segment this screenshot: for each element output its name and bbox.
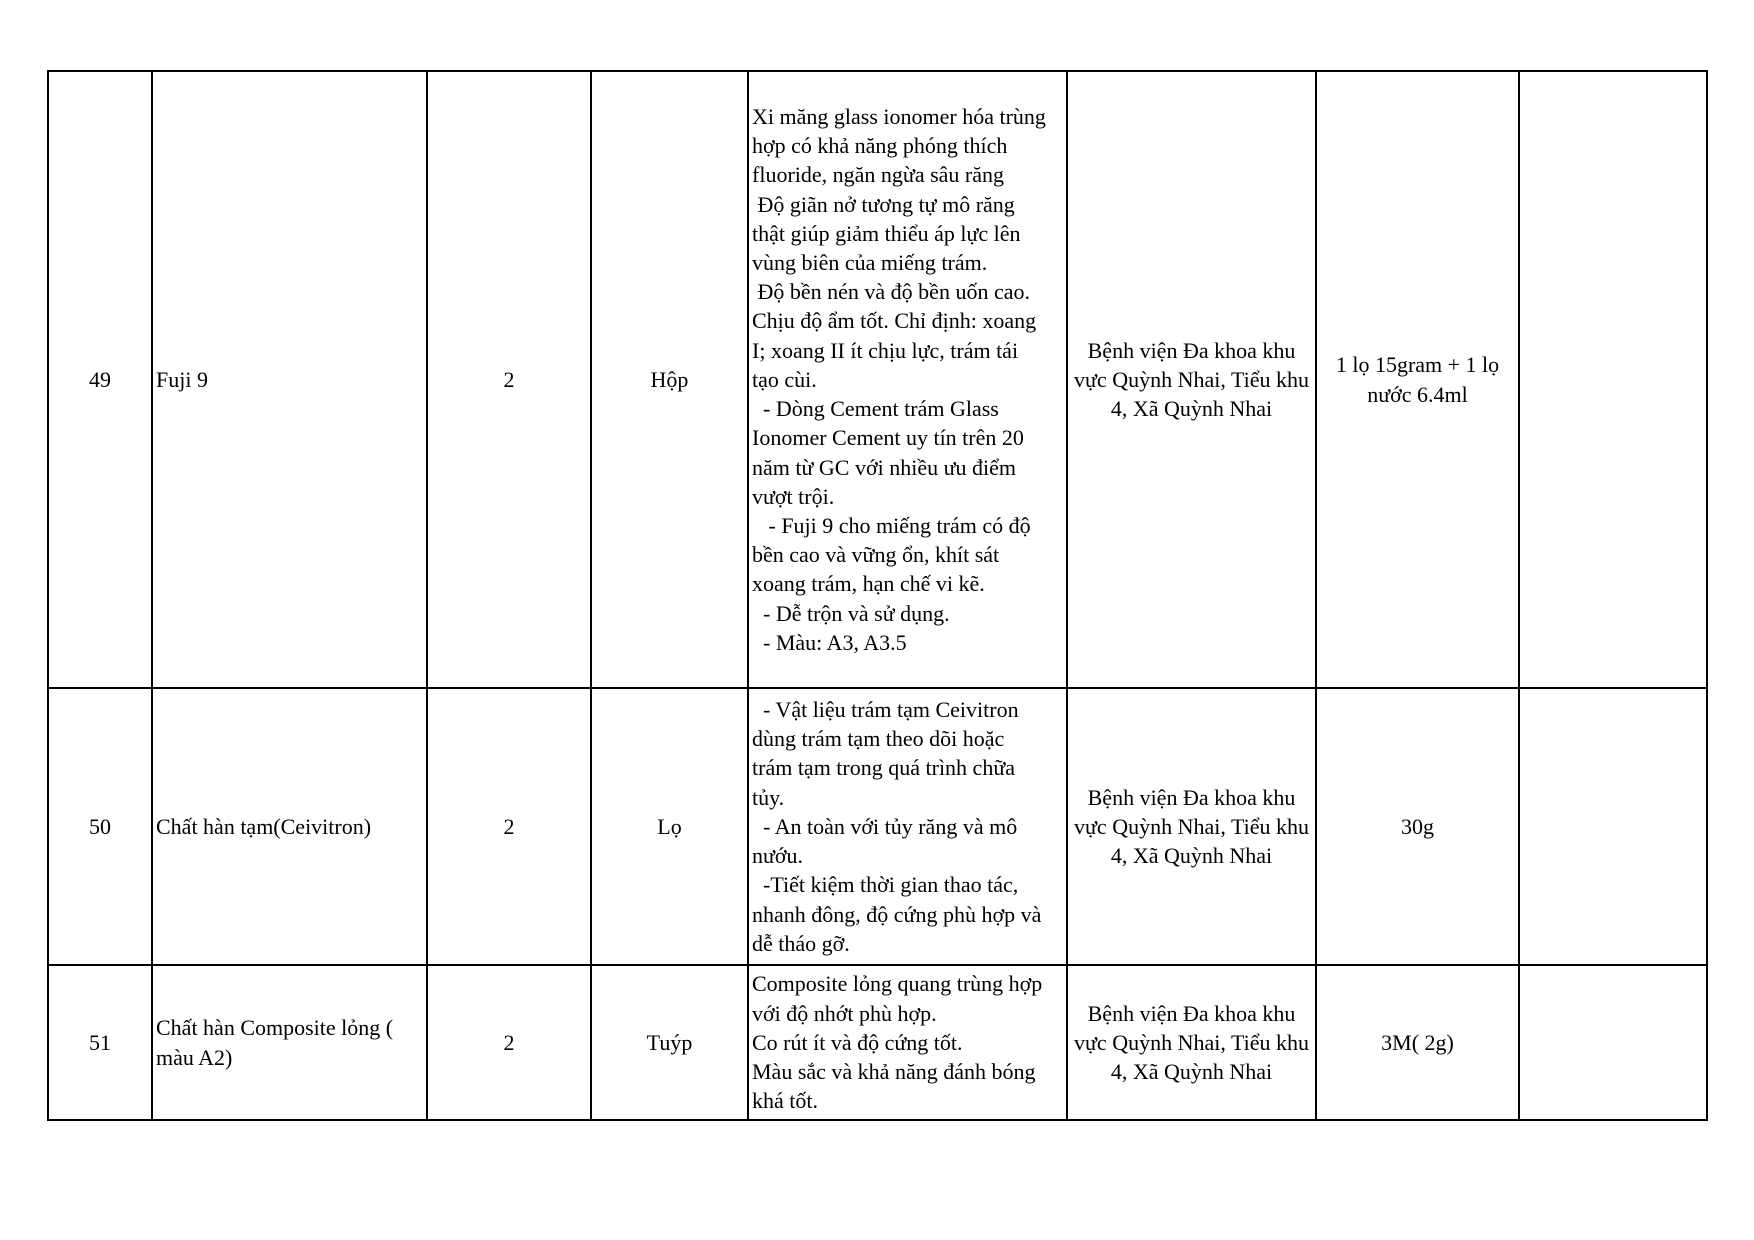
row-number: 51 (48, 965, 152, 1120)
table-row (48, 965, 1707, 1120)
row-number: 50 (48, 688, 152, 965)
item-specification: 30g (1316, 688, 1519, 965)
delivery-location: Bệnh viện Đa khoa khu vực Quỳnh Nhai, Tiểu khu 4, Xã Quỳnh Nhai (1067, 965, 1316, 1120)
delivery-location: Bệnh viện Đa khoa khu vực Quỳnh Nhai, Tiểu khu 4, Xã Quỳnh Nhai (1067, 71, 1316, 688)
item-name: Fuji 9 (152, 71, 427, 688)
delivery-location: Bệnh viện Đa khoa khu vực Quỳnh Nhai, Tiểu khu 4, Xã Quỳnh Nhai (1067, 688, 1316, 965)
item-quantity: 2 (427, 71, 591, 688)
table-row (48, 688, 1707, 965)
item-unit: Lọ (591, 688, 748, 965)
item-unit: Hộp (591, 71, 748, 688)
item-unit: Tuýp (591, 965, 748, 1120)
item-quantity: 2 (427, 965, 591, 1120)
item-name: Chất hàn Composite lỏng ( màu A2) (152, 965, 427, 1120)
item-name: Chất hàn tạm(Ceivitron) (152, 688, 427, 965)
item-quantity: 2 (427, 688, 591, 965)
item-note (1519, 688, 1707, 965)
item-specification: 3M( 2g) (1316, 965, 1519, 1120)
table-row (48, 71, 1707, 688)
item-description: Xi măng glass ionomer hóa trùng hợp có khả năng phóng thích fluoride, ngăn ngừa sâu răng Độ giãn nở tương tự mô răng thật giúp giảm thiểu áp lực lên vùng biên của miếng trám. Độ bền nén và độ bền uốn cao. Chịu độ ẩm tốt. Chỉ định: xoang I; xoang II ít chịu lực, trám tái tạo cùi. - Dòng Cement trám Glass Ionomer Cement uy tín trên 20 năm từ GC với nhiều ưu điểm vượt trội. - Fuji 9 cho miếng trám có độ bền cao và vững ổn, khít sát xoang trám, hạn chế vi kẽ. - Dễ trộn và sử dụng. - Màu: A3, A3.5 (748, 71, 1067, 688)
item-description: - Vật liệu trám tạm Ceivitron dùng trám tạm theo dõi hoặc trám tạm trong quá trình chữa tủy. - An toàn với tủy răng và mô nướu. -Tiết kiệm thời gian thao tác, nhanh đông, độ cứng phù hợp và dễ tháo gỡ. (748, 688, 1067, 965)
item-note (1519, 965, 1707, 1120)
supply-table (47, 70, 1708, 1121)
item-specification: 1 lọ 15gram + 1 lọ nước 6.4ml (1316, 71, 1519, 688)
item-note (1519, 71, 1707, 688)
row-number: 49 (48, 71, 152, 688)
item-description: Composite lỏng quang trùng hợp với độ nhớt phù hợp. Co rút ít và độ cứng tốt. Màu sắc và khả năng đánh bóng khá tốt. (748, 965, 1067, 1120)
